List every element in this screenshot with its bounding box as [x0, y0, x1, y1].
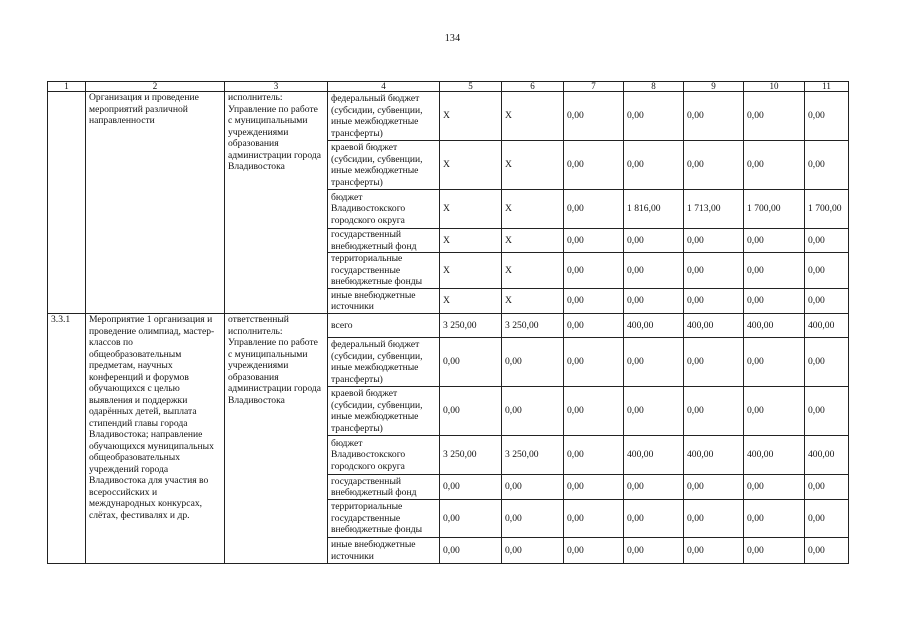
value-cell: 400,00	[744, 436, 805, 475]
column-number: 4	[328, 82, 440, 92]
value-cell: 400,00	[684, 314, 744, 338]
event-name: Мероприятие 1 организация и проведение олимпиад, мастер-классов по общеобразовательным предметам, научных конференций и форумов обучающихся с целью выявления и поддержки одарённых детей, выплата стипендий главы города Владивостока; направление обучающихся муниципальных общеобразовательных учреждений города Владивостока для участия во всероссийских и международных конкурсах, слётах, фестивалях и др.	[86, 314, 225, 564]
value-cell: 0,00	[502, 387, 564, 436]
budget-table	[47, 81, 849, 564]
value-cell: 0,00	[805, 253, 849, 289]
value-cell: 0,00	[624, 500, 684, 538]
funding-source: иные внебюджетные источники	[328, 538, 440, 564]
event-name: Организация и проведение мероприятий различной направленности	[86, 92, 225, 314]
funding-source: федеральный бюджет (субсидии, субвенции, иные межбюджетные трансферты)	[328, 338, 440, 387]
value-cell: Х	[440, 190, 502, 229]
value-cell: 400,00	[805, 436, 849, 475]
value-cell: 0,00	[564, 500, 624, 538]
value-cell: 0,00	[440, 500, 502, 538]
column-number: 2	[86, 82, 225, 92]
value-cell: 0,00	[744, 475, 805, 500]
value-cell: 0,00	[564, 338, 624, 387]
value-cell: 0,00	[624, 229, 684, 253]
value-cell: 1 700,00	[744, 190, 805, 229]
value-cell: 0,00	[684, 338, 744, 387]
value-cell: 0,00	[440, 475, 502, 500]
value-cell: 400,00	[744, 314, 805, 338]
value-cell: 0,00	[805, 387, 849, 436]
event-code	[48, 92, 86, 314]
value-cell: 0,00	[684, 141, 744, 190]
value-cell: 0,00	[564, 314, 624, 338]
value-cell: 3 250,00	[502, 436, 564, 475]
value-cell: 0,00	[744, 92, 805, 141]
funding-source: территориальные государственные внебюджетные фонды	[328, 500, 440, 538]
value-cell: 1 713,00	[684, 190, 744, 229]
value-cell: Х	[440, 253, 502, 289]
column-number: 3	[225, 82, 328, 92]
column-number: 8	[624, 82, 684, 92]
value-cell: 0,00	[564, 387, 624, 436]
value-cell: 0,00	[744, 500, 805, 538]
column-number-row	[48, 82, 849, 92]
value-cell: 0,00	[805, 475, 849, 500]
value-cell: 0,00	[564, 190, 624, 229]
column-number: 10	[744, 82, 805, 92]
funding-source: территориальные государственные внебюджетные фонды	[328, 253, 440, 289]
value-cell: 0,00	[805, 141, 849, 190]
table-row	[48, 314, 849, 338]
value-cell: Х	[502, 253, 564, 289]
value-cell: 0,00	[805, 500, 849, 538]
value-cell: 3 250,00	[440, 436, 502, 475]
value-cell: 0,00	[805, 229, 849, 253]
column-number: 9	[684, 82, 744, 92]
value-cell: 0,00	[684, 289, 744, 314]
value-cell: 0,00	[564, 253, 624, 289]
value-cell: 0,00	[744, 229, 805, 253]
value-cell: 0,00	[744, 253, 805, 289]
value-cell: 0,00	[684, 538, 744, 564]
value-cell: 0,00	[564, 141, 624, 190]
value-cell: 0,00	[564, 538, 624, 564]
value-cell: 0,00	[684, 500, 744, 538]
value-cell: 0,00	[684, 229, 744, 253]
value-cell: 0,00	[684, 253, 744, 289]
table-row	[48, 92, 849, 141]
value-cell: 0,00	[502, 538, 564, 564]
funding-source: государственный внебюджетный фонд	[328, 475, 440, 500]
value-cell: 1 700,00	[805, 190, 849, 229]
value-cell: 0,00	[684, 387, 744, 436]
value-cell: 0,00	[624, 538, 684, 564]
value-cell: 0,00	[744, 538, 805, 564]
value-cell: 0,00	[684, 475, 744, 500]
value-cell: Х	[502, 190, 564, 229]
value-cell: 0,00	[564, 475, 624, 500]
value-cell: 0,00	[502, 338, 564, 387]
column-number: 11	[805, 82, 849, 92]
value-cell: 400,00	[805, 314, 849, 338]
value-cell: 0,00	[440, 338, 502, 387]
column-number: 1	[48, 82, 86, 92]
table-body	[48, 92, 849, 564]
column-number: 6	[502, 82, 564, 92]
value-cell: 0,00	[440, 387, 502, 436]
value-cell: 0,00	[624, 92, 684, 141]
value-cell: Х	[502, 141, 564, 190]
event-code: 3.3.1	[48, 314, 86, 564]
value-cell: 400,00	[624, 436, 684, 475]
value-cell: Х	[440, 141, 502, 190]
executor: исполнитель: Управление по работе с муниципальными учреждениями образования администрации города Владивостока	[225, 92, 328, 314]
funding-source: бюджет Владивостокского городского округа	[328, 436, 440, 475]
column-number: 5	[440, 82, 502, 92]
page-number: 134	[444, 33, 461, 44]
column-number: 7	[564, 82, 624, 92]
value-cell: Х	[502, 229, 564, 253]
funding-source: федеральный бюджет (субсидии, субвенции, иные межбюджетные трансферты)	[328, 92, 440, 141]
value-cell: 0,00	[440, 538, 502, 564]
funding-source: всего	[328, 314, 440, 338]
value-cell: 0,00	[564, 436, 624, 475]
value-cell: 0,00	[744, 338, 805, 387]
funding-source: краевой бюджет (субсидии, субвенции, иные межбюджетные трансферты)	[328, 387, 440, 436]
value-cell: 0,00	[624, 338, 684, 387]
value-cell: 0,00	[564, 92, 624, 141]
value-cell: Х	[502, 289, 564, 314]
value-cell: 0,00	[805, 538, 849, 564]
value-cell: 0,00	[624, 253, 684, 289]
value-cell: 0,00	[624, 475, 684, 500]
value-cell: Х	[440, 289, 502, 314]
executor: ответственный исполнитель: Управление по работе с муниципальными учреждениями образования администрации города Владивостока	[225, 314, 328, 564]
value-cell: 3 250,00	[440, 314, 502, 338]
value-cell: Х	[440, 92, 502, 141]
value-cell: 400,00	[684, 436, 744, 475]
value-cell: 0,00	[805, 289, 849, 314]
value-cell: 0,00	[744, 289, 805, 314]
funding-source: краевой бюджет (субсидии, субвенции, иные межбюджетные трансферты)	[328, 141, 440, 190]
funding-source: иные внебюджетные источники	[328, 289, 440, 314]
value-cell: 0,00	[684, 92, 744, 141]
value-cell: Х	[502, 92, 564, 141]
value-cell: 0,00	[744, 387, 805, 436]
value-cell: 0,00	[624, 289, 684, 314]
value-cell: Х	[440, 229, 502, 253]
value-cell: 0,00	[564, 289, 624, 314]
value-cell: 400,00	[624, 314, 684, 338]
funding-source: государственный внебюджетный фонд	[328, 229, 440, 253]
value-cell: 0,00	[502, 500, 564, 538]
value-cell: 0,00	[744, 141, 805, 190]
value-cell: 0,00	[502, 475, 564, 500]
value-cell: 0,00	[624, 141, 684, 190]
value-cell: 0,00	[564, 229, 624, 253]
value-cell: 3 250,00	[502, 314, 564, 338]
value-cell: 0,00	[624, 387, 684, 436]
value-cell: 0,00	[805, 338, 849, 387]
value-cell: 0,00	[805, 92, 849, 141]
funding-source: бюджет Владивостокского городского округа	[328, 190, 440, 229]
value-cell: 1 816,00	[624, 190, 684, 229]
